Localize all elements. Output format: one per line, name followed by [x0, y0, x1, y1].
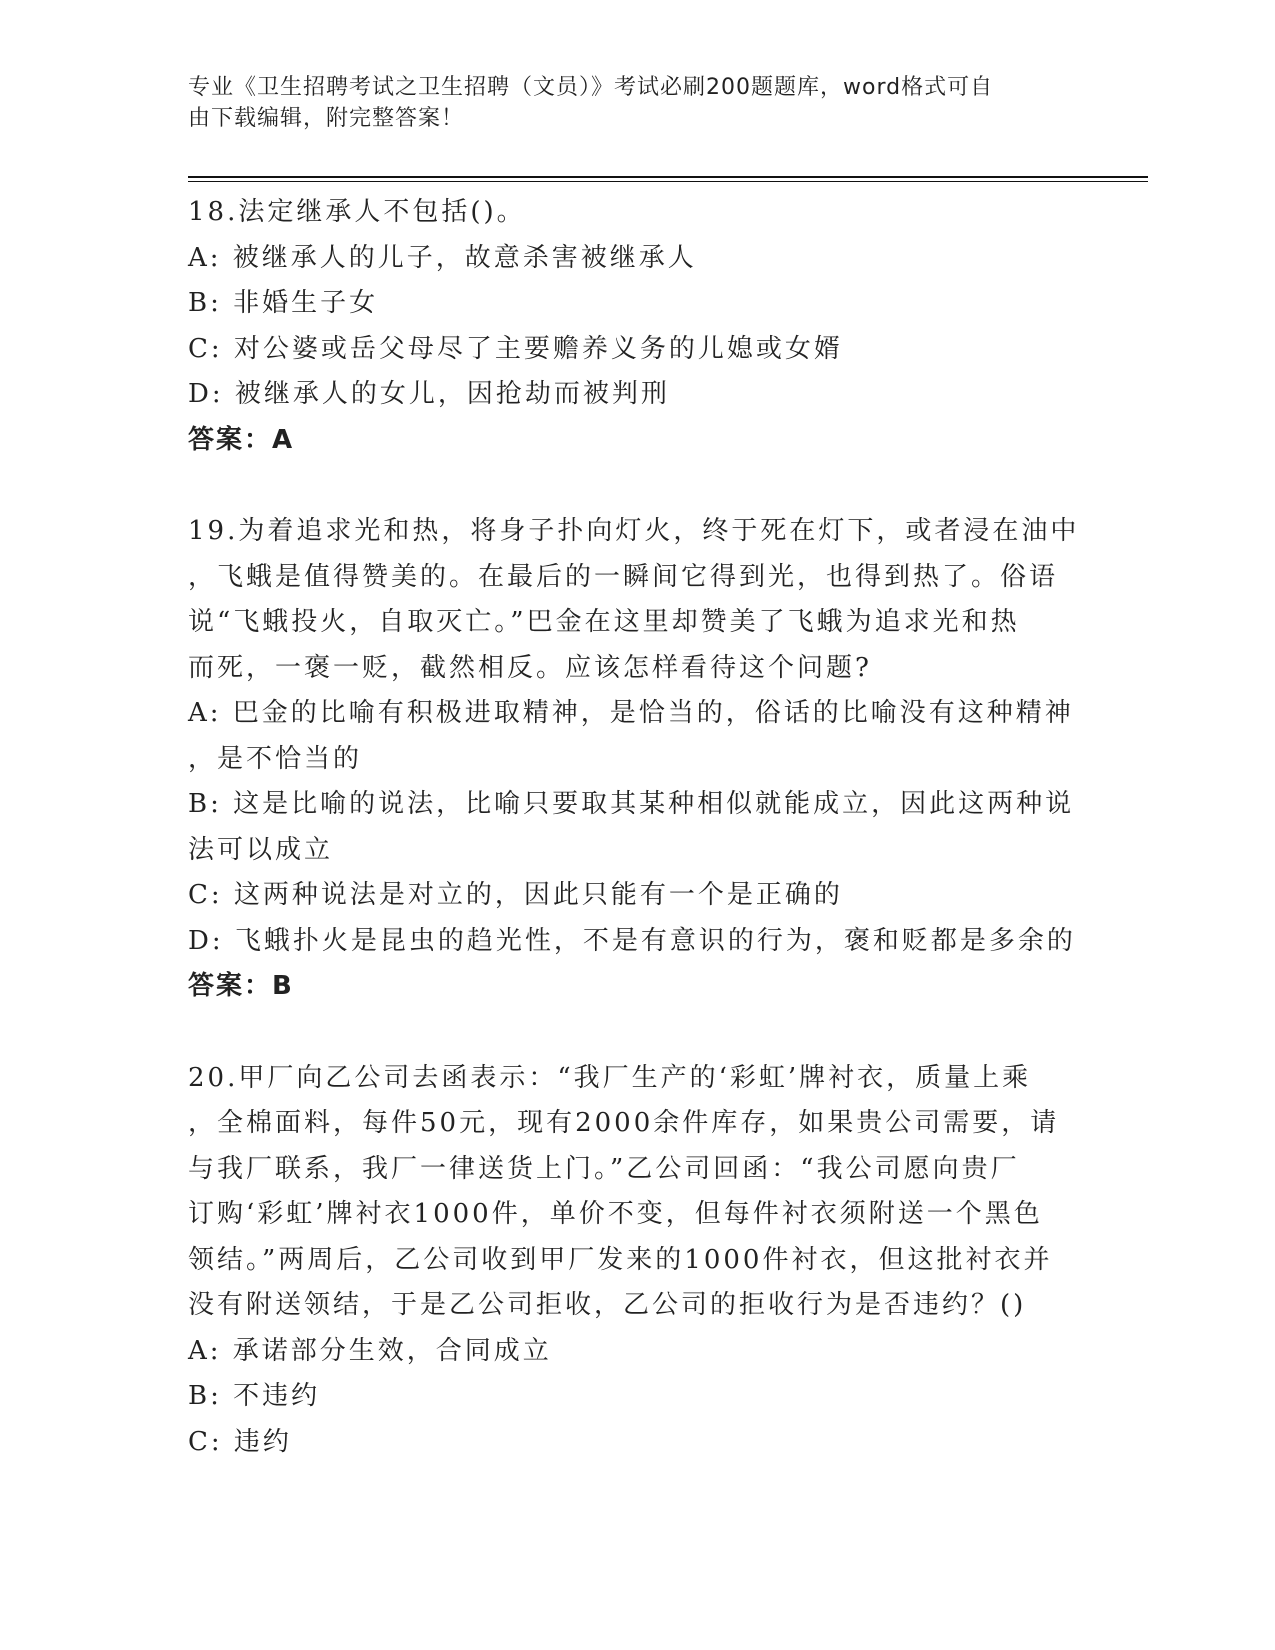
spacer — [188, 1010, 1068, 1056]
answer-label: 答案：A — [188, 424, 295, 455]
question-stem: 18.法定继承人不包括()。 — [188, 197, 526, 227]
header-line-1: 专业《卫生招聘考试之卫生招聘（文员）》考试必刷200题题库，word格式可自 — [188, 75, 994, 100]
question-18 — [188, 190, 1068, 463]
question-stem-line: 订购‘彩虹’牌衬衣1000件，单价不变，但每件衬衣须附送一个黑色 — [188, 1199, 1043, 1229]
option-a: A: 巴金的比喻有积极进取精神，是恰当的，俗话的比喻没有这种精神 — [188, 698, 1074, 728]
question-20 — [188, 1056, 1068, 1466]
option-b: B: 这是比喻的说法，比喻只要取其某种相似就能成立，因此这两种说 — [188, 789, 1075, 819]
option-c: C: 对公婆或岳父母尽了主要赡养义务的儿媳或女婿 — [188, 333, 843, 364]
question-stem-line: ，全棉面料，每件50元，现有2000余件库存，如果贵公司需要，请 — [188, 1108, 1060, 1138]
answer-label: 答案：B — [188, 971, 294, 1001]
page-header — [188, 72, 1068, 134]
question-stem-line: ，飞蛾是值得赞美的。在最后的一瞬间它得到光，也得到热了。俗语 — [188, 561, 1059, 592]
option-b: B: 非婚生子女 — [188, 288, 379, 318]
option-b: B: 不违约 — [188, 1381, 321, 1411]
question-stem-line: 而死，一褒一贬，截然相反。应该怎样看待这个问题? — [188, 652, 872, 683]
option-a: A: 承诺部分生效，合同成立 — [188, 1335, 552, 1366]
question-stem-line: 说“飞蛾投火，自取灭亡。”巴金在这里却赞美了飞蛾为追求光和热 — [188, 607, 1020, 637]
spacer — [188, 463, 1068, 509]
question-list — [188, 190, 1080, 1465]
header-divider-thin — [188, 181, 1148, 182]
header-divider-thick — [188, 176, 1148, 178]
option-a: A: 被继承人的儿子，故意杀害被继承人 — [188, 242, 697, 273]
question-19 — [188, 509, 1080, 1010]
option-d: D: 被继承人的女儿，因抢劫而被判刑 — [188, 379, 670, 409]
question-stem-line: 20.甲厂向乙公司去函表示：“我厂生产的‘彩虹’牌衬衣，质量上乘 — [188, 1062, 1032, 1093]
option-b-cont: 法可以成立 — [188, 834, 334, 865]
option-c: C: 这两种说法是对立的，因此只能有一个是正确的 — [188, 880, 843, 910]
question-stem-line: 没有附送领结，于是乙公司拒收，乙公司的拒收行为是否违约？() — [188, 1290, 1027, 1320]
option-a-cont: ，是不恰当的 — [188, 743, 363, 774]
option-c: C: 违约 — [188, 1426, 292, 1457]
question-stem-line: 领结。”两周后，乙公司收到甲厂发来的1000件衬衣，但这批衬衣并 — [188, 1244, 1053, 1275]
question-stem-line: 与我厂联系，我厂一律送货上门。”乙公司回函：“我公司愿向贵厂 — [188, 1153, 1020, 1184]
header-line-2: 由下载编辑，附完整答案！ — [188, 106, 465, 131]
question-stem-line: 19.为着追求光和热，将身子扑向灯火，终于死在灯下，或者浸在油中 — [188, 516, 1080, 546]
option-d: D: 飞蛾扑火是昆虫的趋光性，不是有意识的行为，褒和贬都是多余的 — [188, 925, 1076, 956]
